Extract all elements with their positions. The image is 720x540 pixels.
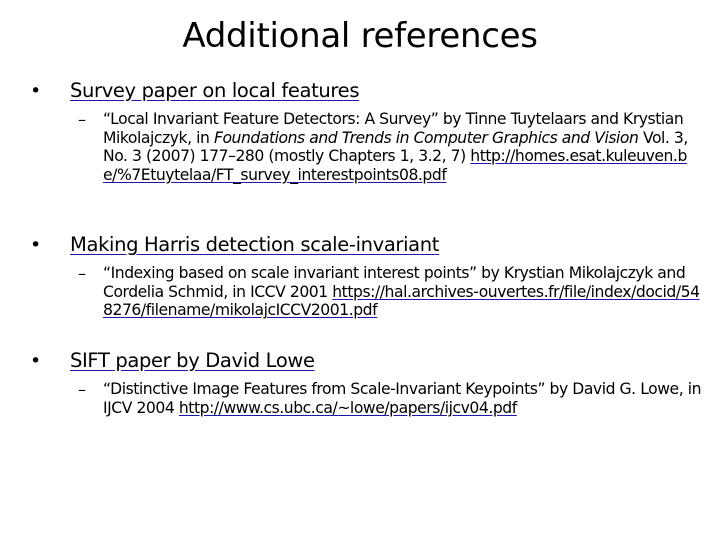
reference-link[interactable]: https://hal.archives-ouvertes.fr/file/index/docid/548276/filename/mikolajcICCV2001.pdf [103, 282, 700, 320]
reference-text: “Indexing based on scale invariant interest points” by Krystian Mikolajczyk and Cordelia Schmid, in ICCV 2001 [103, 264, 686, 301]
slide-title: Additional references [182, 16, 538, 56]
reference-text: “Local Invariant Feature Detectors: A Survey” by Tinne Tuytelaars and Krystian Mikolajczyk, in [103, 110, 684, 147]
reference-text: Vol. 3, No. 3 (2007) 177–280 (mostly Chapters 1, 3.2, 7) [103, 128, 688, 166]
section-harris [0, 232, 720, 320]
reference-harris [0, 264, 720, 320]
bullet-marker: • [30, 350, 42, 372]
dash-marker: – [78, 110, 86, 129]
reference-survey [0, 110, 720, 185]
reference-link[interactable]: http://www.cs.ubc.ca/~lowe/papers/ijcv04.pdf [178, 398, 517, 417]
dash-marker: – [78, 380, 86, 399]
bullet-heading-survey: Survey paper on local features [70, 79, 360, 102]
bullet-marker: • [30, 80, 42, 102]
section-survey [0, 78, 720, 185]
dash-marker: – [78, 264, 86, 283]
bullet-heading-sift: SIFT paper by David Lowe [70, 349, 315, 372]
bullet-heading-harris: Making Harris detection scale-invariant [70, 233, 440, 256]
reference-text: “Distinctive Image Features from Scale-Invariant Keypoints” by David G. Lowe, in IJCV 2004 [103, 380, 702, 417]
reference-sift [0, 380, 720, 417]
reference-link[interactable]: http://homes.esat.kuleuven.be/%7Etuytelaa/FT_survey_interestpoints08.pdf [103, 147, 687, 185]
journal-name: Foundations and Trends in Computer Graphics and Vision [213, 128, 639, 147]
section-sift [0, 348, 720, 417]
bullet-marker: • [30, 234, 42, 256]
